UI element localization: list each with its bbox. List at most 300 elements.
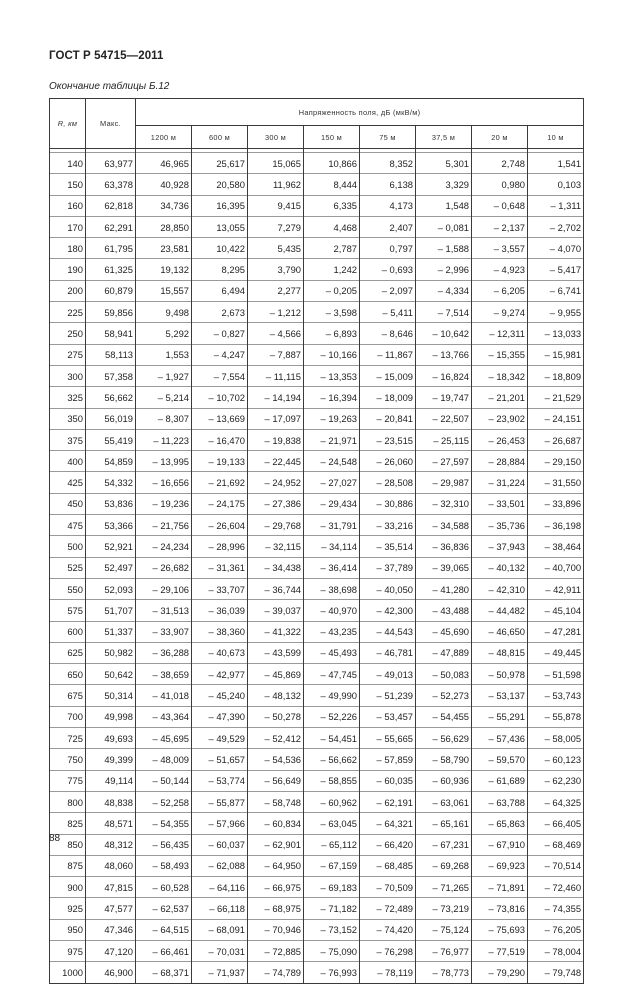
cell-value: – 45,240	[192, 685, 248, 706]
cell-value: – 60,936	[416, 770, 472, 791]
table-row	[50, 515, 584, 536]
cell-value: 10,866	[304, 153, 360, 174]
cell-value: – 26,453	[472, 429, 528, 450]
cell-value: – 60,962	[304, 791, 360, 812]
cell-max: 52,093	[86, 578, 136, 599]
cell-value: – 62,191	[360, 791, 416, 812]
cell-value: – 56,662	[304, 749, 360, 770]
cell-max: 62,291	[86, 216, 136, 237]
cell-value: – 68,485	[360, 855, 416, 876]
cell-value: – 73,219	[416, 898, 472, 919]
cell-max: 52,497	[86, 557, 136, 578]
cell-value: – 0,081	[416, 216, 472, 237]
cell-value: 2,407	[360, 216, 416, 237]
cell-value: – 41,018	[136, 685, 192, 706]
cell-value: – 21,756	[136, 515, 192, 536]
cell-value: – 25,115	[416, 429, 472, 450]
cell-value: – 6,893	[304, 323, 360, 344]
cell-value: – 44,543	[360, 621, 416, 642]
cell-value: – 37,789	[360, 557, 416, 578]
cell-distance: 975	[50, 940, 86, 961]
cell-value: – 16,824	[416, 365, 472, 386]
cell-value: – 42,977	[192, 664, 248, 685]
cell-value: – 29,987	[416, 472, 472, 493]
cell-value: 6,494	[192, 280, 248, 301]
table-row	[50, 174, 584, 195]
cell-value: – 51,239	[360, 685, 416, 706]
cell-value: – 24,175	[192, 493, 248, 514]
cell-value: – 78,004	[528, 940, 584, 961]
cell-value: – 33,707	[192, 578, 248, 599]
cell-value: – 51,598	[528, 664, 584, 685]
cell-value: – 71,182	[304, 898, 360, 919]
cell-value: – 20,841	[360, 408, 416, 429]
cell-value: 3,329	[416, 174, 472, 195]
cell-value: – 62,901	[248, 834, 304, 855]
cell-value: – 74,355	[528, 898, 584, 919]
cell-value: – 57,859	[360, 749, 416, 770]
cell-value: – 47,390	[192, 706, 248, 727]
cell-value: – 45,690	[416, 621, 472, 642]
cell-value: – 63,061	[416, 791, 472, 812]
cell-value: – 54,355	[136, 813, 192, 834]
cell-distance: 900	[50, 877, 86, 898]
cell-value: – 46,650	[472, 621, 528, 642]
cell-value: – 6,741	[528, 280, 584, 301]
field-strength-table	[49, 98, 584, 984]
cell-value: – 2,137	[472, 216, 528, 237]
cell-distance: 425	[50, 472, 86, 493]
cell-distance: 180	[50, 238, 86, 259]
cell-value: – 49,529	[192, 728, 248, 749]
cell-value: – 1,311	[528, 195, 584, 216]
cell-value: – 7,554	[192, 365, 248, 386]
cell-value: – 70,514	[528, 855, 584, 876]
cell-value: – 39,065	[416, 557, 472, 578]
cell-distance: 700	[50, 706, 86, 727]
cell-value: – 36,288	[136, 642, 192, 663]
cell-value: 2,277	[248, 280, 304, 301]
cell-value: – 0,693	[360, 259, 416, 280]
cell-value: – 19,263	[304, 408, 360, 429]
cell-value: – 27,597	[416, 451, 472, 472]
cell-value: – 64,321	[360, 813, 416, 834]
cell-value: – 79,290	[472, 962, 528, 983]
cell-value: – 75,693	[472, 919, 528, 940]
cell-value: – 54,451	[304, 728, 360, 749]
cell-max: 51,337	[86, 621, 136, 642]
table-row	[50, 749, 584, 770]
cell-value: – 48,132	[248, 685, 304, 706]
cell-max: 52,921	[86, 536, 136, 557]
cell-value: – 45,869	[248, 664, 304, 685]
cell-distance: 1000	[50, 962, 86, 983]
cell-value: – 24,151	[528, 408, 584, 429]
cell-value: – 36,836	[416, 536, 472, 557]
cell-value: 2,787	[304, 238, 360, 259]
cell-value: – 14,194	[248, 387, 304, 408]
cell-value: – 73,152	[304, 919, 360, 940]
cell-value: – 72,885	[248, 940, 304, 961]
cell-value: – 5,214	[136, 387, 192, 408]
cell-value: – 74,789	[248, 962, 304, 983]
cell-value: – 24,234	[136, 536, 192, 557]
cell-value: – 54,455	[416, 706, 472, 727]
cell-max: 47,346	[86, 919, 136, 940]
cell-max: 49,399	[86, 749, 136, 770]
cell-value: – 10,166	[304, 344, 360, 365]
header-field-strength: Напряженность поля, дБ (мкВ/м)	[136, 99, 584, 126]
table-row	[50, 919, 584, 940]
cell-distance: 475	[50, 515, 86, 536]
cell-value: – 64,515	[136, 919, 192, 940]
cell-distance: 775	[50, 770, 86, 791]
cell-value: – 13,766	[416, 344, 472, 365]
cell-value: – 52,226	[304, 706, 360, 727]
cell-value: – 73,816	[472, 898, 528, 919]
cell-value: 34,736	[136, 195, 192, 216]
cell-value: – 52,258	[136, 791, 192, 812]
cell-value: – 18,809	[528, 365, 584, 386]
header-height-5: 37,5 м	[416, 126, 472, 149]
cell-value: – 76,977	[416, 940, 472, 961]
cell-value: – 50,978	[472, 664, 528, 685]
cell-value: – 65,863	[472, 813, 528, 834]
cell-value: – 66,975	[248, 877, 304, 898]
cell-value: 9,415	[248, 195, 304, 216]
cell-value: – 65,112	[304, 834, 360, 855]
cell-max: 63,977	[86, 153, 136, 174]
cell-value: 3,790	[248, 259, 304, 280]
cell-value: – 40,673	[192, 642, 248, 663]
cell-value: – 26,682	[136, 557, 192, 578]
cell-value: – 29,150	[528, 451, 584, 472]
cell-value: 9,498	[136, 302, 192, 323]
cell-value: – 58,855	[304, 770, 360, 791]
cell-value: – 17,097	[248, 408, 304, 429]
cell-value: – 33,896	[528, 493, 584, 514]
cell-value: – 76,205	[528, 919, 584, 940]
cell-value: – 1,927	[136, 365, 192, 386]
table-row	[50, 451, 584, 472]
cell-value: – 13,995	[136, 451, 192, 472]
cell-value: – 7,514	[416, 302, 472, 323]
cell-value: – 52,412	[248, 728, 304, 749]
cell-value: – 22,445	[248, 451, 304, 472]
cell-max: 49,693	[86, 728, 136, 749]
cell-value: – 47,745	[304, 664, 360, 685]
cell-value: – 47,281	[528, 621, 584, 642]
cell-value: 1,242	[304, 259, 360, 280]
table-caption: Окончание таблицы Б.12	[49, 81, 170, 92]
cell-value: – 69,923	[472, 855, 528, 876]
cell-distance: 140	[50, 153, 86, 174]
cell-value: – 55,291	[472, 706, 528, 727]
cell-max: 61,325	[86, 259, 136, 280]
cell-value: – 45,493	[304, 642, 360, 663]
cell-value: – 38,659	[136, 664, 192, 685]
cell-value: 15,557	[136, 280, 192, 301]
cell-distance: 575	[50, 600, 86, 621]
cell-value: – 69,183	[304, 877, 360, 898]
header-height-2: 300 м	[248, 126, 304, 149]
cell-value: – 66,461	[136, 940, 192, 961]
table-row	[50, 728, 584, 749]
cell-value: 6,138	[360, 174, 416, 195]
table-row	[50, 600, 584, 621]
cell-distance: 825	[50, 813, 86, 834]
cell-value: – 4,070	[528, 238, 584, 259]
cell-value: 46,965	[136, 153, 192, 174]
cell-value: – 15,009	[360, 365, 416, 386]
header-height-4: 75 м	[360, 126, 416, 149]
cell-distance: 625	[50, 642, 86, 663]
cell-distance: 325	[50, 387, 86, 408]
cell-value: – 57,966	[192, 813, 248, 834]
cell-value: – 68,975	[248, 898, 304, 919]
cell-value: – 45,104	[528, 600, 584, 621]
cell-value: – 65,161	[416, 813, 472, 834]
cell-value: – 58,493	[136, 855, 192, 876]
cell-value: – 71,937	[192, 962, 248, 983]
cell-value: 0,980	[472, 174, 528, 195]
cell-value: – 36,414	[304, 557, 360, 578]
cell-value: 8,352	[360, 153, 416, 174]
cell-value: – 43,235	[304, 621, 360, 642]
cell-distance: 750	[50, 749, 86, 770]
cell-value: – 30,886	[360, 493, 416, 514]
cell-value: – 71,265	[416, 877, 472, 898]
cell-value: – 40,050	[360, 578, 416, 599]
cell-value: – 72,460	[528, 877, 584, 898]
cell-value: – 67,231	[416, 834, 472, 855]
table-row	[50, 834, 584, 855]
cell-value: – 7,887	[248, 344, 304, 365]
cell-value: – 5,411	[360, 302, 416, 323]
cell-max: 47,577	[86, 898, 136, 919]
cell-value: – 68,469	[528, 834, 584, 855]
cell-value: – 50,278	[248, 706, 304, 727]
cell-value: – 63,788	[472, 791, 528, 812]
cell-value: – 23,515	[360, 429, 416, 450]
cell-value: – 13,669	[192, 408, 248, 429]
cell-value: – 60,123	[528, 749, 584, 770]
cell-max: 46,900	[86, 962, 136, 983]
cell-value: 1,553	[136, 344, 192, 365]
cell-distance: 160	[50, 195, 86, 216]
cell-distance: 875	[50, 855, 86, 876]
cell-value: – 38,698	[304, 578, 360, 599]
cell-value: – 13,033	[528, 323, 584, 344]
cell-value: – 58,790	[416, 749, 472, 770]
cell-value: – 31,791	[304, 515, 360, 536]
cell-value: – 58,748	[248, 791, 304, 812]
table-row	[50, 642, 584, 663]
cell-value: – 3,598	[304, 302, 360, 323]
cell-value: 25,617	[192, 153, 248, 174]
cell-max: 47,815	[86, 877, 136, 898]
cell-value: – 28,884	[472, 451, 528, 472]
cell-value: – 21,529	[528, 387, 584, 408]
cell-distance: 800	[50, 791, 86, 812]
cell-value: – 43,599	[248, 642, 304, 663]
cell-value: – 9,955	[528, 302, 584, 323]
cell-value: – 46,781	[360, 642, 416, 663]
cell-value: – 18,342	[472, 365, 528, 386]
cell-value: 40,928	[136, 174, 192, 195]
cell-distance: 400	[50, 451, 86, 472]
cell-value: – 58,005	[528, 728, 584, 749]
cell-value: 2,673	[192, 302, 248, 323]
cell-distance: 675	[50, 685, 86, 706]
table-row	[50, 557, 584, 578]
table-row	[50, 706, 584, 727]
cell-value: – 78,773	[416, 962, 472, 983]
table-row	[50, 813, 584, 834]
cell-distance: 950	[50, 919, 86, 940]
cell-value: – 36,039	[192, 600, 248, 621]
cell-value: 15,065	[248, 153, 304, 174]
cell-distance: 725	[50, 728, 86, 749]
cell-value: – 23,902	[472, 408, 528, 429]
cell-value: 1,541	[528, 153, 584, 174]
cell-value: – 66,118	[192, 898, 248, 919]
cell-value: 8,444	[304, 174, 360, 195]
cell-max: 48,571	[86, 813, 136, 834]
cell-value: – 59,570	[472, 749, 528, 770]
table-row	[50, 280, 584, 301]
cell-value: – 62,088	[192, 855, 248, 876]
cell-value: – 35,736	[472, 515, 528, 536]
cell-value: – 76,298	[360, 940, 416, 961]
cell-value: – 57,436	[472, 728, 528, 749]
cell-value: – 24,548	[304, 451, 360, 472]
cell-distance: 190	[50, 259, 86, 280]
cell-value: – 26,604	[192, 515, 248, 536]
cell-value: – 60,834	[248, 813, 304, 834]
cell-value: – 18,009	[360, 387, 416, 408]
cell-value: – 19,838	[248, 429, 304, 450]
header-height-3: 150 м	[304, 126, 360, 149]
cell-value: – 75,124	[416, 919, 472, 940]
cell-value: – 50,083	[416, 664, 472, 685]
cell-value: – 35,514	[360, 536, 416, 557]
cell-distance: 650	[50, 664, 86, 685]
cell-value: – 21,692	[192, 472, 248, 493]
table-row	[50, 408, 584, 429]
cell-value: – 56,629	[416, 728, 472, 749]
table-row	[50, 344, 584, 365]
cell-value: – 54,536	[248, 749, 304, 770]
header-height-6: 20 м	[472, 126, 528, 149]
cell-value: – 44,482	[472, 600, 528, 621]
cell-value: – 76,993	[304, 962, 360, 983]
cell-value: 4,173	[360, 195, 416, 216]
cell-value: – 48,009	[136, 749, 192, 770]
cell-value: – 3,557	[472, 238, 528, 259]
table-row	[50, 387, 584, 408]
table-row	[50, 302, 584, 323]
table-row	[50, 195, 584, 216]
cell-value: – 5,417	[528, 259, 584, 280]
cell-value: – 70,946	[248, 919, 304, 940]
table-row	[50, 877, 584, 898]
cell-max: 49,114	[86, 770, 136, 791]
cell-value: – 64,116	[192, 877, 248, 898]
cell-value: 0,797	[360, 238, 416, 259]
cell-value: – 70,509	[360, 877, 416, 898]
cell-value: – 43,488	[416, 600, 472, 621]
cell-max: 54,859	[86, 451, 136, 472]
cell-max: 50,982	[86, 642, 136, 663]
cell-value: – 15,981	[528, 344, 584, 365]
table-row	[50, 770, 584, 791]
cell-value: – 77,519	[472, 940, 528, 961]
table-row	[50, 940, 584, 961]
cell-value: 20,580	[192, 174, 248, 195]
cell-value: – 36,198	[528, 515, 584, 536]
cell-value: – 51,657	[192, 749, 248, 770]
cell-value: – 49,013	[360, 664, 416, 685]
table-row	[50, 855, 584, 876]
cell-value: – 33,501	[472, 493, 528, 514]
cell-value: – 11,223	[136, 429, 192, 450]
cell-value: – 56,649	[248, 770, 304, 791]
table-row	[50, 962, 584, 983]
table-row	[50, 323, 584, 344]
cell-value: – 49,445	[528, 642, 584, 663]
table-row	[50, 259, 584, 280]
cell-value: – 4,923	[472, 259, 528, 280]
table-row	[50, 472, 584, 493]
cell-value: – 4,334	[416, 280, 472, 301]
cell-value: – 40,700	[528, 557, 584, 578]
header-height-7: 10 м	[528, 126, 584, 149]
cell-value: – 48,815	[472, 642, 528, 663]
cell-value: – 56,435	[136, 834, 192, 855]
cell-value: 5,435	[248, 238, 304, 259]
table-row	[50, 153, 584, 174]
cell-value: – 0,827	[192, 323, 248, 344]
cell-value: – 28,508	[360, 472, 416, 493]
cell-value: – 8,646	[360, 323, 416, 344]
cell-value: – 45,695	[136, 728, 192, 749]
table-row	[50, 429, 584, 450]
cell-value: – 42,310	[472, 578, 528, 599]
cell-value: – 13,353	[304, 365, 360, 386]
cell-max: 55,419	[86, 429, 136, 450]
cell-value: – 53,457	[360, 706, 416, 727]
table-row	[50, 365, 584, 386]
cell-max: 61,795	[86, 238, 136, 259]
cell-distance: 375	[50, 429, 86, 450]
table-row	[50, 621, 584, 642]
cell-value: – 41,322	[248, 621, 304, 642]
cell-value: – 68,091	[192, 919, 248, 940]
cell-value: – 31,550	[528, 472, 584, 493]
table-row	[50, 791, 584, 812]
cell-value: – 66,405	[528, 813, 584, 834]
cell-distance: 600	[50, 621, 86, 642]
table-row	[50, 216, 584, 237]
cell-value: – 29,434	[304, 493, 360, 514]
table-row	[50, 578, 584, 599]
cell-value: 7,279	[248, 216, 304, 237]
cell-max: 63,378	[86, 174, 136, 195]
cell-max: 60,879	[86, 280, 136, 301]
cell-value: – 74,420	[360, 919, 416, 940]
header-max: Макс.	[86, 99, 136, 149]
